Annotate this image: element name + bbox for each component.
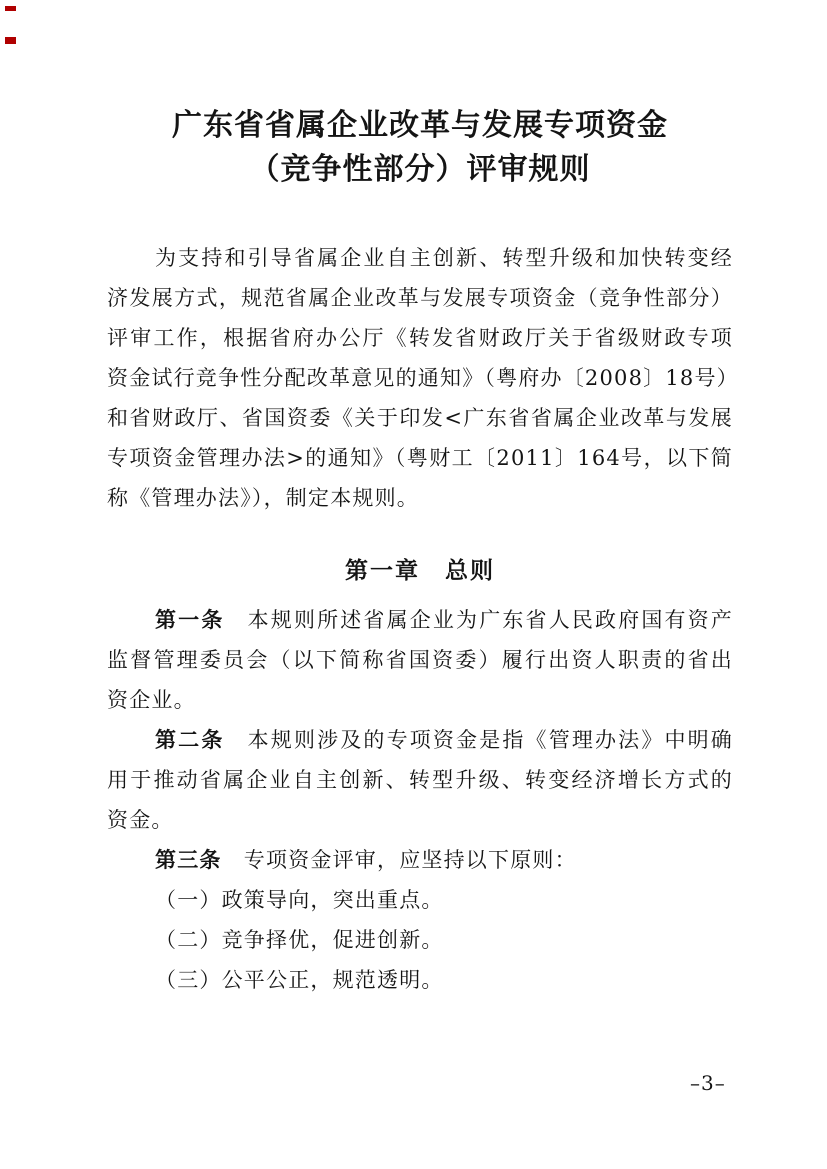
article-line: 资企业。: [107, 688, 196, 712]
chapter-heading: 第一章 总则: [345, 557, 495, 584]
preamble-line: 专项资金管理办法>的通知》（粤财工〔2011〕164号，以下简: [107, 446, 733, 470]
principles-list: [107, 880, 733, 1000]
article-line: [107, 600, 733, 640]
article-line-text: 专项资金评审，应坚持以下原则：: [221, 848, 577, 872]
article-number: 第一条: [155, 607, 225, 632]
text-block: [107, 0, 739, 1000]
article-number: 第二条: [155, 727, 225, 752]
article-line: 资金。: [107, 808, 174, 832]
article-3: [107, 840, 733, 880]
document-title-line-1: 广东省省属企业改革与发展专项资金: [172, 108, 668, 143]
article-line: 用于推动省属企业自主创新、转型升级、转变经济增长方式的: [107, 768, 733, 792]
article-number: 第三条: [155, 847, 222, 872]
article-line-text: 本规则所述省属企业为广东省人民政府国有资产: [224, 608, 733, 632]
preamble-line: 评审工作，根据省府办公厅《转发省财政厅关于省级财政专项: [107, 326, 733, 350]
articles-section: [107, 600, 733, 1000]
article-line: [107, 720, 733, 760]
preamble-paragraph: [107, 238, 739, 518]
red-corner-mark-2: [5, 37, 16, 44]
article-line-text: 本规则涉及的专项资金是指《管理办法》中明确: [224, 728, 733, 752]
document-title: [107, 104, 733, 192]
page-number: –3–: [690, 1071, 726, 1095]
preamble-line: 济发展方式，规范省属企业改革与发展专项资金（竞争性部分）: [107, 286, 733, 310]
preamble-line: 为支持和引导省属企业自主创新、转型升级和加快转变经: [155, 246, 733, 270]
document-title-line-2: （竞争性部分）评审规则: [249, 152, 591, 187]
article-line: [107, 840, 733, 880]
principle-item-1: （一）政策导向，突出重点。: [155, 888, 444, 912]
preamble-line: 称《管理办法》），制定本规则。: [107, 486, 419, 510]
red-corner-mark-1: [5, 6, 16, 11]
principle-item-2: （二）竞争择优，促进创新。: [155, 928, 444, 952]
article-1: [107, 600, 733, 720]
preamble-line: 资金试行竞争性分配改革意见的通知》（粤府办〔2008〕18号）: [107, 366, 739, 390]
principle-item-3: （三）公平公正，规范透明。: [155, 968, 444, 992]
article-2: [107, 720, 733, 840]
preamble-line: 和省财政厅、省国资委《关于印发<广东省省属企业改革与发展: [107, 406, 733, 430]
article-line: 监督管理委员会（以下简称省国资委）履行出资人职责的省出: [107, 648, 733, 672]
